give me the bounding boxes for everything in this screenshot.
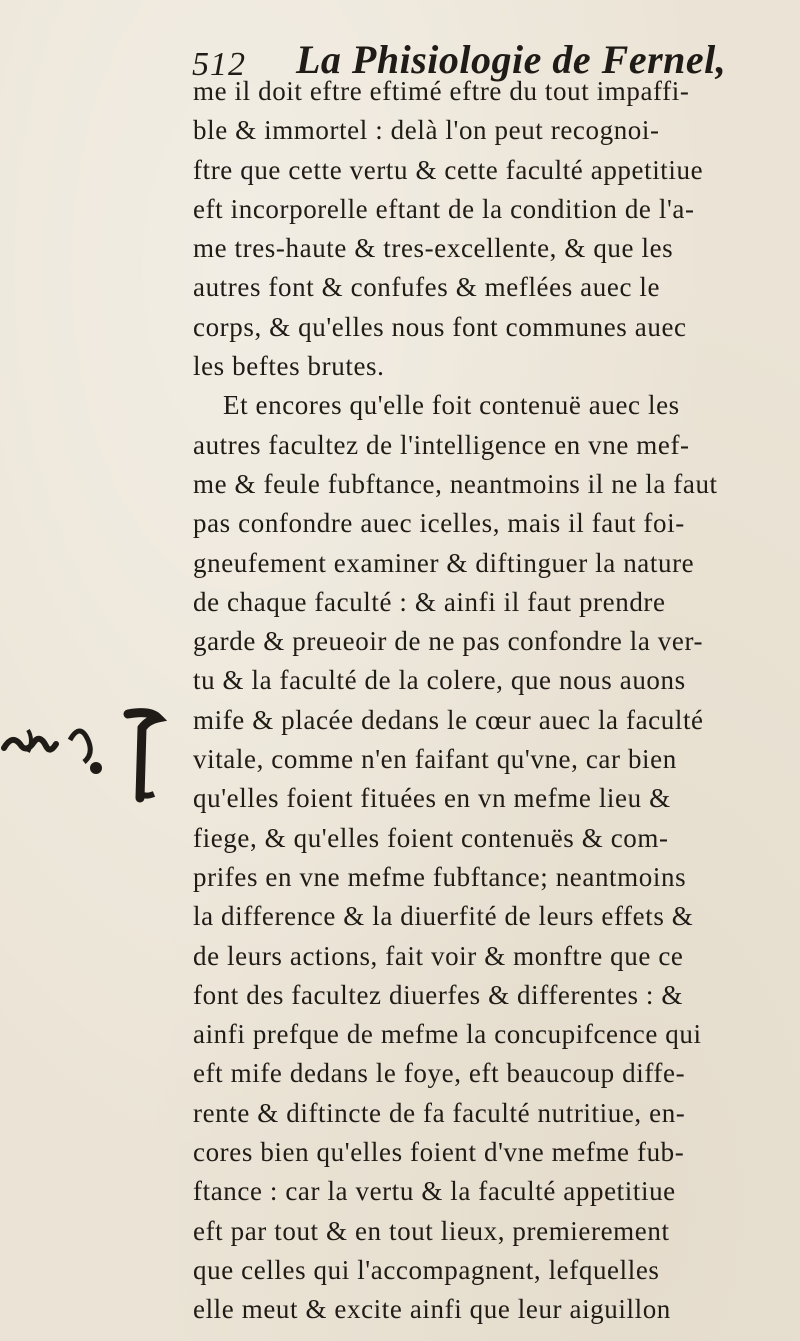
text-line: corps, & qu'elles nous font communes auec bbox=[193, 311, 687, 342]
text-line: que celles qui l'accompagnent, lefquelles bbox=[193, 1254, 660, 1285]
text-line: cores bien qu'elles foient d'vne mefme fub- bbox=[193, 1137, 685, 1168]
text-line: eft incorporelle eftant de la condition de l'a- bbox=[193, 193, 695, 224]
text-line: ftance : car la vertu & la faculté appetitiue bbox=[193, 1176, 676, 1207]
text-line: vitale, comme n'en faifant qu'vne, car bien bbox=[193, 744, 677, 775]
text-line: ainfi prefque de mefme la concupifcence qui bbox=[193, 1019, 702, 1050]
text-line: tu & la faculté de la colere, que nous auons bbox=[193, 665, 686, 696]
text-line: ftre que cette vertu & cette faculté appetitiue bbox=[193, 154, 704, 185]
text-line: me il doit eftre eftimé eftre du tout impaffi- bbox=[193, 76, 690, 106]
text-line: la difference & la diuerfité de leurs effets & bbox=[193, 901, 694, 932]
text-line: rente & diftincte de fa faculté nutritiue, en- bbox=[193, 1097, 686, 1128]
text-line: prifes en vne mefme fubftance; neantmoins bbox=[193, 861, 687, 892]
text-line: me tres-haute & tres-excellente, & que les bbox=[193, 233, 674, 264]
text-line: fiege, & qu'elles foient contenuës & com- bbox=[193, 822, 669, 853]
text-line: les beftes brutes. bbox=[193, 351, 385, 382]
text-line: eft mife dedans le foye, eft beaucoup diffe- bbox=[193, 1058, 686, 1089]
body-text bbox=[193, 72, 793, 1330]
text-line: pas confondre auec icelles, mais il faut foi- bbox=[193, 508, 685, 539]
text-line: de leurs actions, fait voir & monftre que ce bbox=[193, 940, 684, 971]
text-line: elle meut & excite ainfi que leur aiguillon bbox=[193, 1294, 671, 1325]
text-line: de chaque faculté : & ainfi il faut prendre bbox=[193, 586, 666, 617]
running-title: La Phisiologie de Fernel, bbox=[296, 37, 727, 82]
text-line: me & feule fubftance, neantmoins il ne la faut bbox=[193, 468, 718, 499]
text-line: qu'elles foient fituées en vn mefme lieu & bbox=[193, 783, 671, 814]
text-line: autres facultez de l'intelligence en vne mef- bbox=[193, 429, 690, 460]
page-number: 512 bbox=[192, 46, 246, 83]
text-line: gneufement examiner & diftinguer la nature bbox=[193, 547, 695, 578]
text-line: eft par tout & en tout lieux, premierement bbox=[193, 1215, 670, 1246]
paragraph-start-line: Et encores qu'elle foit contenuë auec les bbox=[223, 390, 680, 421]
text-line: garde & preueoir de ne pas confondre la ver- bbox=[193, 626, 704, 657]
text-line: autres font & confufes & meflées auec le bbox=[193, 272, 661, 303]
marginal-ink-mark bbox=[0, 700, 175, 810]
text-line: ble & immortel : delà l'on peut recognoi- bbox=[193, 115, 660, 146]
text-line: font des facultez diuerfes & differentes : & bbox=[193, 979, 683, 1010]
text-line: mife & placée dedans le cœur auec la faculté bbox=[193, 704, 704, 735]
